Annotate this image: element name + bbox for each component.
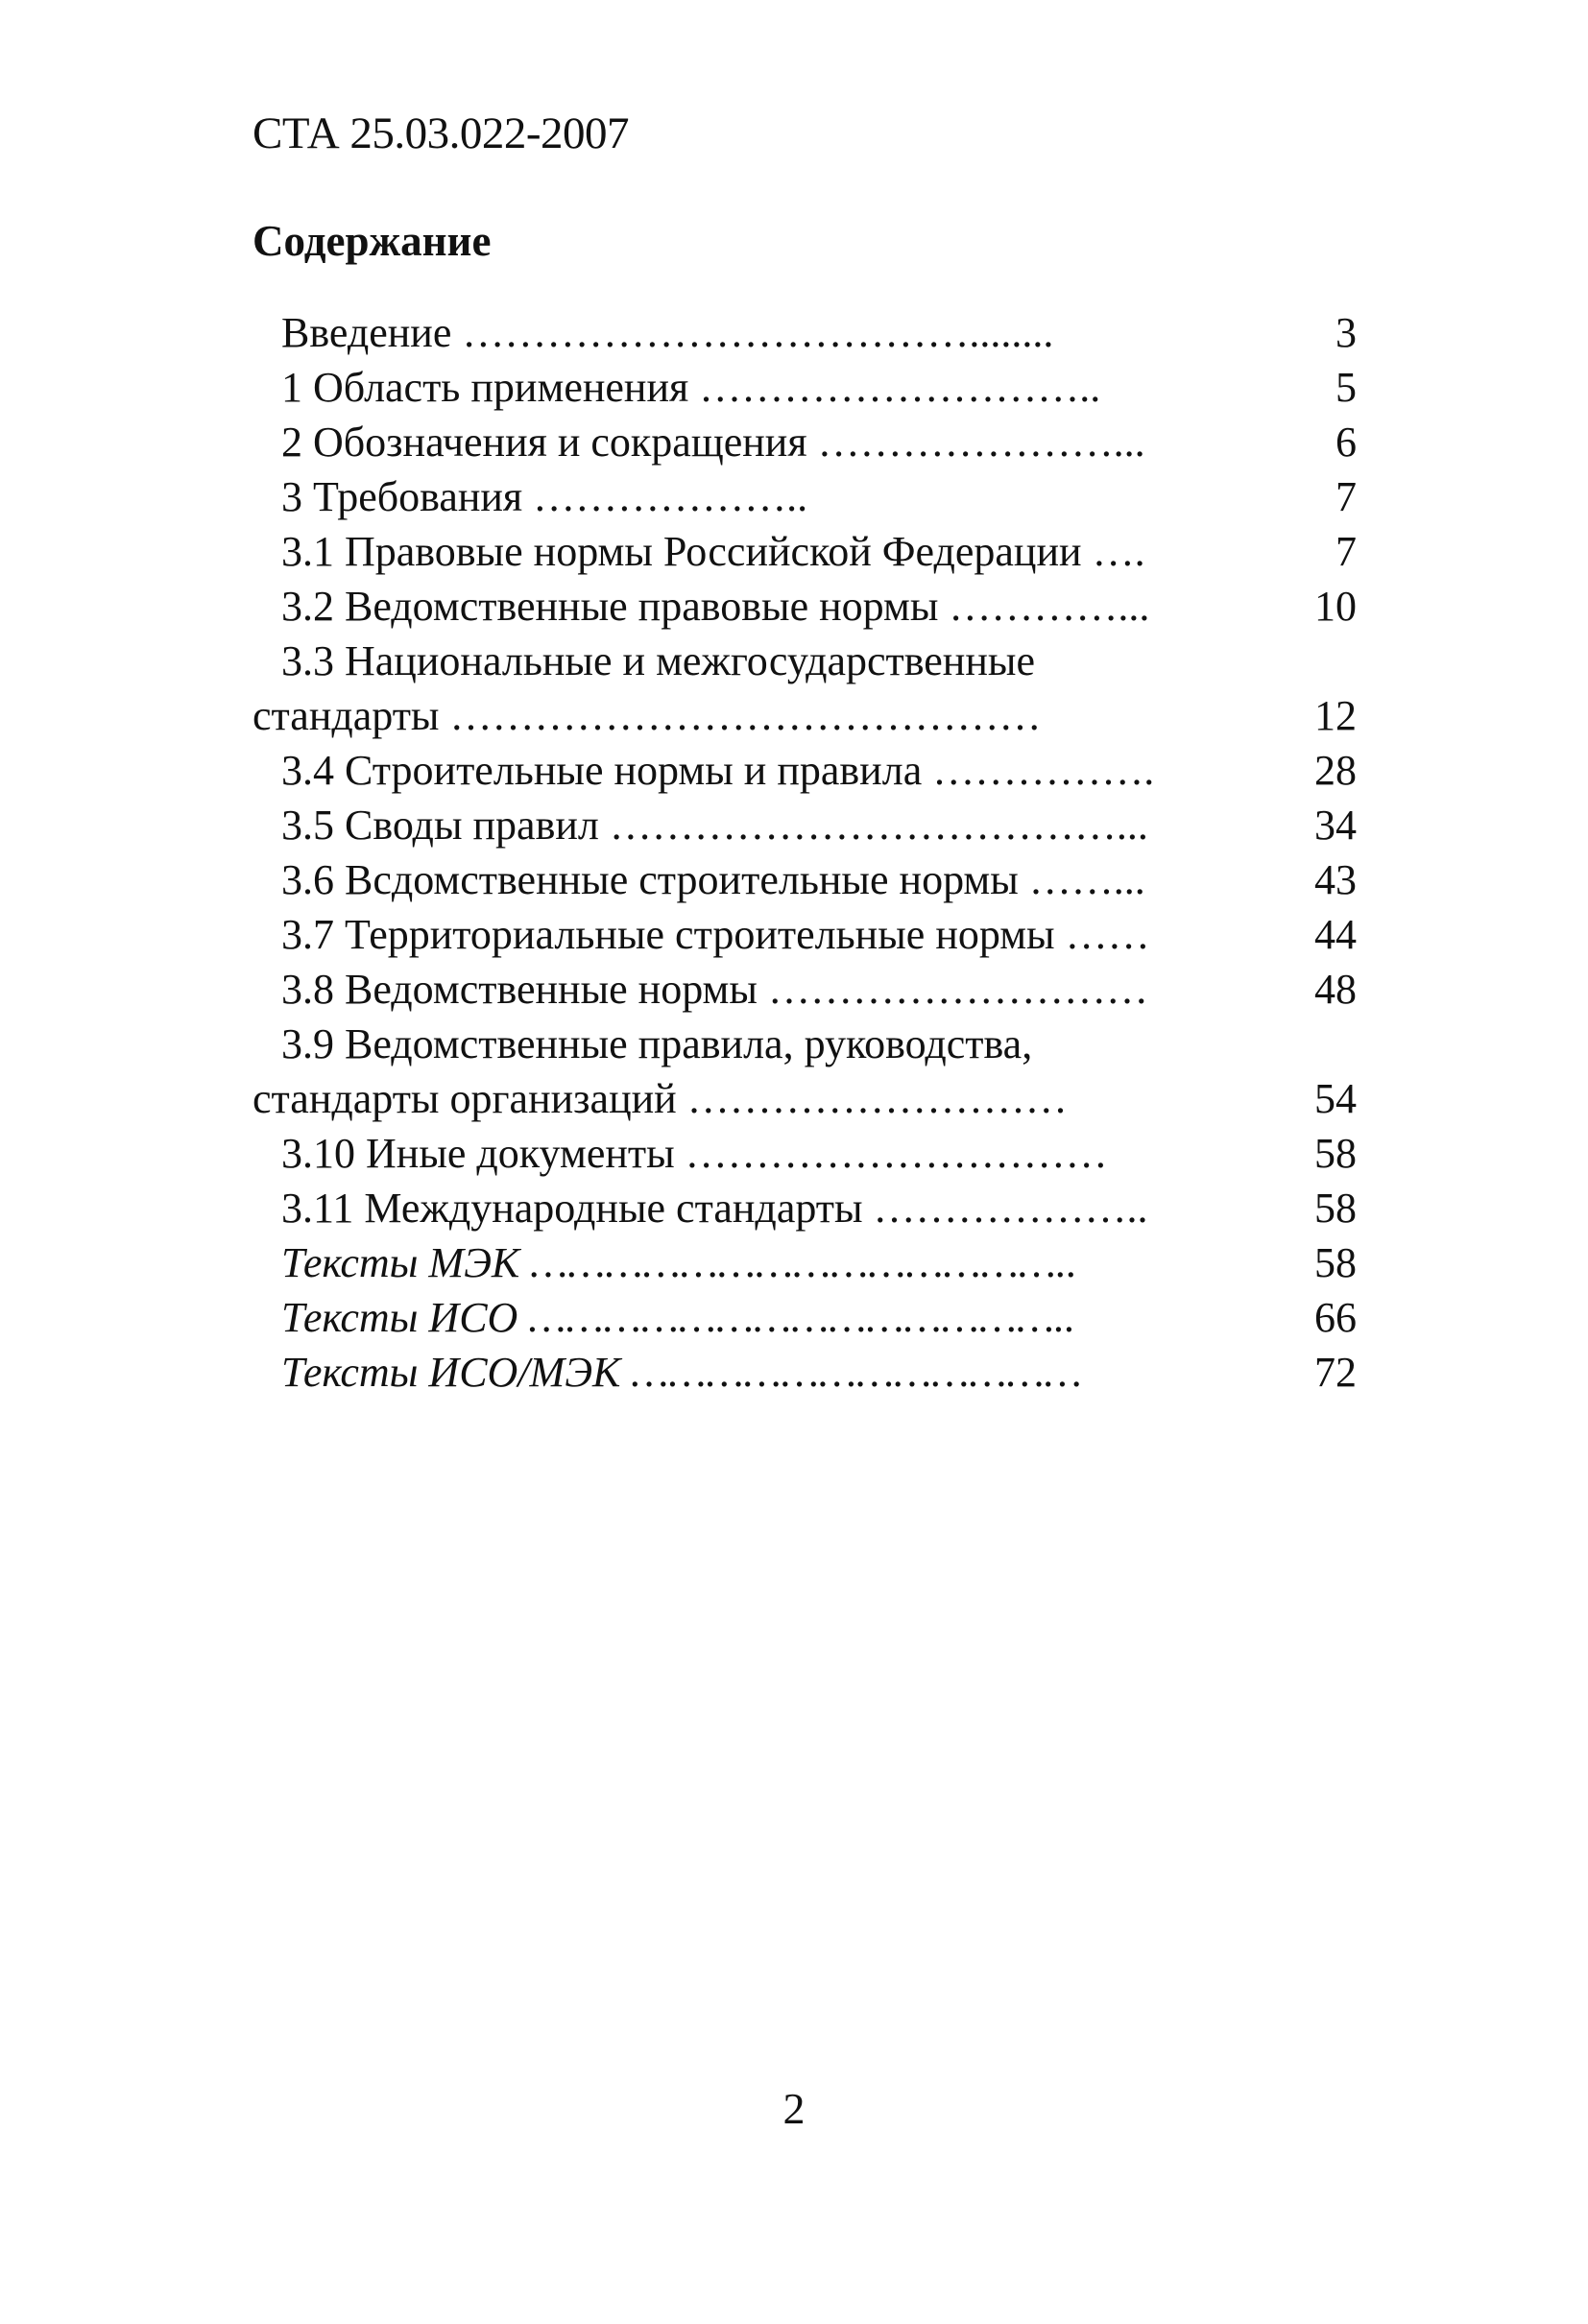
toc-entry-label: Введение ………………………………........ <box>281 309 1054 356</box>
toc-entry-3-11[interactable] <box>253 1181 1366 1235</box>
toc-entry-label: Тексты ИСО …………………………………….. <box>281 1294 1076 1341</box>
toc-entry-page: 66 <box>1314 1294 1357 1341</box>
toc-entry-page: 43 <box>1314 856 1357 903</box>
toc-entry-3-7[interactable] <box>253 907 1366 962</box>
toc-entry-scope[interactable] <box>253 360 1366 415</box>
toc-entry-page: 7 <box>1335 473 1357 520</box>
toc-entry-label: 3.4 Строительные нормы и правила ……………. <box>281 747 1155 794</box>
toc-entry-page: 10 <box>1314 583 1357 630</box>
table-of-contents <box>253 305 1366 1400</box>
toc-entry-page: 5 <box>1335 364 1357 411</box>
toc-entry-page: 6 <box>1335 419 1357 466</box>
toc-entry-page: 48 <box>1314 966 1357 1013</box>
toc-entry-page: 7 <box>1335 528 1357 575</box>
toc-entry-page: 72 <box>1314 1349 1357 1396</box>
toc-entry-requirements[interactable] <box>253 469 1366 524</box>
toc-entry-label: 2 Обозначения и сокращения …………………... <box>281 419 1145 466</box>
toc-entry-3-8[interactable] <box>253 962 1366 1017</box>
toc-entry-iec-texts[interactable] <box>253 1235 1366 1290</box>
toc-entry-label: 3.8 Ведомственные нормы ……………………… <box>281 966 1148 1013</box>
toc-entry-label: 3.3 Национальные и межгосударственные <box>281 637 1035 684</box>
toc-entry-3-4[interactable] <box>253 743 1366 798</box>
toc-entry-abbreviations[interactable] <box>253 415 1366 469</box>
toc-entry-label: 3.6 Всдомственные строительные нормы ……... <box>281 856 1145 903</box>
toc-entry-introduction[interactable] <box>253 305 1366 360</box>
toc-title: Содержание <box>253 217 492 265</box>
toc-entry-label: 3 Требования ……………….. <box>281 473 808 520</box>
toc-entry-label-continuation: стандарты …………………………………… <box>253 692 1042 739</box>
toc-entry-page: 12 <box>1314 692 1357 739</box>
toc-entry-3-5[interactable] <box>253 798 1366 852</box>
toc-entry-3-6[interactable] <box>253 852 1366 907</box>
toc-entry-label: Тексты ИСО/МЭК ……………………………… <box>281 1349 1082 1396</box>
toc-entry-page: 58 <box>1314 1130 1357 1177</box>
toc-entry-page: 3 <box>1335 309 1357 356</box>
toc-entry-3-2[interactable] <box>253 579 1366 634</box>
toc-entry-label: 3.5 Своды правил ………………………………... <box>281 802 1148 849</box>
toc-entry-label: 3.10 Иные документы ………………………… <box>281 1130 1108 1177</box>
toc-entry-page: 44 <box>1314 911 1357 958</box>
toc-entry-iso-iec-texts[interactable] <box>253 1345 1366 1400</box>
toc-entry-label: 3.7 Территориальные строительные нормы …… <box>281 911 1150 958</box>
toc-entry-label: 1 Область применения ……………………….. <box>281 364 1101 411</box>
toc-entry-page: 58 <box>1314 1185 1357 1232</box>
toc-entry-iso-texts[interactable] <box>253 1290 1366 1345</box>
toc-entry-label: 3.2 Ведомственные правовые нормы …………... <box>281 583 1150 630</box>
toc-entry-label: 3.1 Правовые нормы Российской Федерации …. <box>281 528 1145 575</box>
toc-entry-page: 58 <box>1314 1239 1357 1286</box>
toc-entry-3-9[interactable] <box>253 1017 1366 1126</box>
toc-entry-label: 3.9 Ведомственные правила, руководства, <box>281 1020 1033 1067</box>
toc-entry-3-3[interactable] <box>253 634 1366 743</box>
toc-entry-label: 3.11 Международные стандарты ……………….. <box>281 1185 1148 1232</box>
toc-entry-page: 28 <box>1314 747 1357 794</box>
toc-entry-page: 34 <box>1314 802 1357 849</box>
toc-entry-label-continuation: стандарты организаций ……………………… <box>253 1075 1068 1122</box>
toc-entry-3-1[interactable] <box>253 524 1366 579</box>
toc-entry-3-10[interactable] <box>253 1126 1366 1181</box>
toc-entry-page: 54 <box>1314 1075 1357 1122</box>
page-number: 2 <box>782 2084 806 2133</box>
document-code: СТА 25.03.022-2007 <box>253 108 630 158</box>
toc-entry-label: Тексты МЭК …………………………………….. <box>281 1239 1077 1286</box>
